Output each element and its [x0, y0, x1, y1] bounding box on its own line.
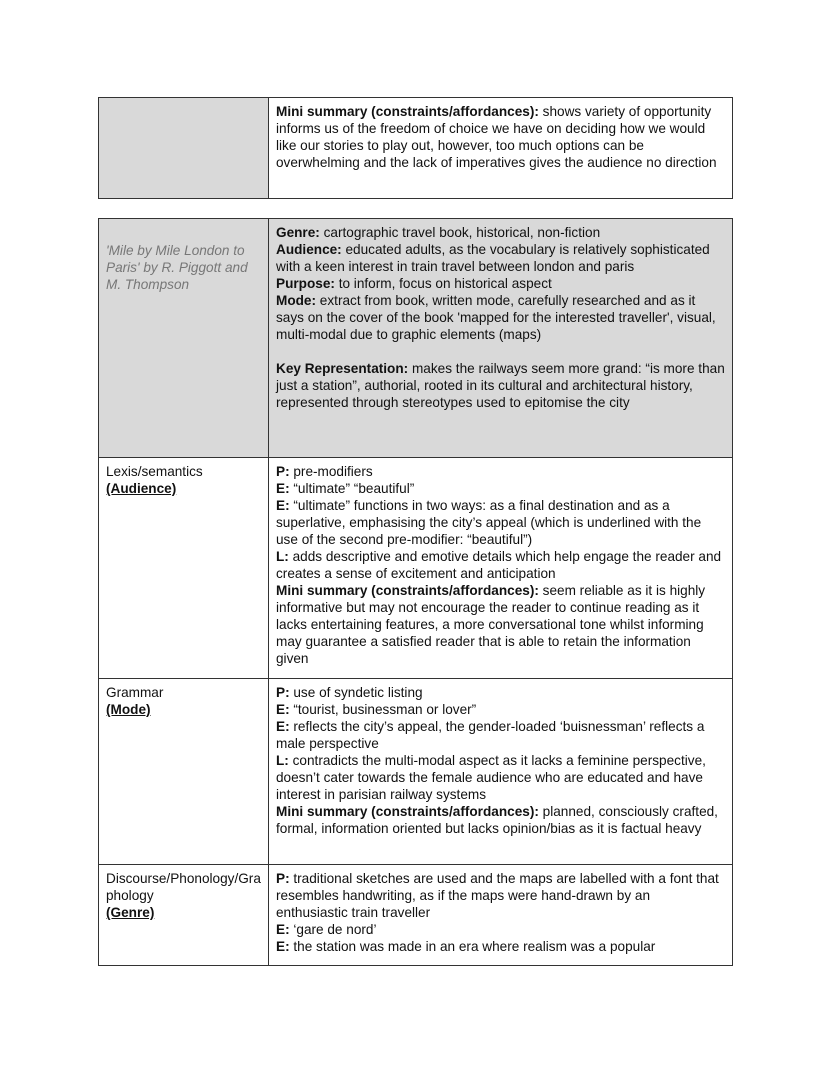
key-representation-line [276, 360, 725, 411]
e-line [276, 497, 725, 548]
genre-text: cartographic travel book, historical, non-fiction [319, 225, 601, 240]
e-label: E: [276, 481, 290, 496]
e-text: “tourist, businessman or lover” [289, 702, 477, 717]
table-row [99, 458, 733, 679]
table-row [99, 219, 733, 458]
purpose-text: to inform, focus on historical aspect [334, 276, 552, 291]
e-label: E: [276, 719, 290, 734]
grammar-label-cell [99, 679, 269, 865]
p-label: P: [276, 464, 290, 479]
p-line [276, 463, 725, 480]
p-line [276, 870, 725, 921]
summary-table [98, 97, 733, 199]
source-title: 'Mile by Mile London to Paris' by R. Piggott and M. Thompson [106, 243, 248, 292]
e-line [276, 701, 725, 718]
row-label: Grammar [106, 685, 164, 700]
e-text: ‘gare de nord’ [289, 922, 377, 937]
row-category: (Mode) [106, 702, 151, 717]
grammar-content-cell [269, 679, 733, 865]
l-line [276, 548, 725, 582]
summary-label: Mini summary (constraints/affordances): [276, 804, 539, 819]
audience-line [276, 241, 725, 275]
purpose-label: Purpose: [276, 276, 335, 291]
e-label: E: [276, 702, 290, 717]
table-row [99, 679, 733, 865]
e-text: reflects the city’s appeal, the gender-loaded ‘buisnessman’ reflects a male perspective [276, 719, 705, 751]
summary-line [276, 803, 725, 837]
e-text: “ultimate” functions in two ways: as a final destination and as a superlative, emphasising the city’s appeal (which is underlined with the use of the second pre-modifier: “beautiful”) [276, 498, 702, 547]
e-label: E: [276, 922, 290, 937]
p-line [276, 684, 725, 701]
summary-label: Mini summary (constraints/affordances): [276, 104, 539, 119]
purpose-line [276, 275, 725, 292]
e-line [276, 718, 725, 752]
summary-text: shows variety of opportunity informs us of the freedom of choice we have on deciding how we would like our stories to play out, however, too much options can be overwhelming and the lack of imperatives gives the audience no direction [276, 104, 717, 170]
row-label: Lexis/semantics [106, 464, 203, 479]
summary-line [276, 582, 725, 667]
e-text: the station was made in an era where realism was a popular [289, 939, 656, 954]
context-cell [269, 219, 733, 458]
summary-text: seem reliable as it is highly informative but may not encourage the reader to continue reading as it lacks entertaining features, a more conversational tone whilst informing may guarantee a satisfied reader that is able to retain the information given [276, 583, 706, 666]
e-line [276, 938, 725, 955]
p-text: use of syndetic listing [289, 685, 423, 700]
table-row [99, 98, 733, 199]
summary-label: Mini summary (constraints/affordances): [276, 583, 539, 598]
l-text: contradicts the multi-modal aspect as it lacks a feminine perspective, doesn’t cater towards the female audience who are educated and have interest in parisian railway systems [276, 753, 706, 802]
audience-label: Audience: [276, 242, 342, 257]
p-label: P: [276, 685, 290, 700]
e-label: E: [276, 939, 290, 954]
row-category: (Audience) [106, 481, 177, 496]
e-label: E: [276, 498, 290, 513]
empty-label-cell [99, 98, 269, 199]
row-category: (Genre) [106, 905, 155, 920]
spacer [276, 343, 725, 360]
mode-line [276, 292, 725, 343]
genre-label: Genre: [276, 225, 320, 240]
l-text: adds descriptive and emotive details which help engage the reader and creates a sense of excitement and anticipation [276, 549, 722, 581]
lexis-content-cell [269, 458, 733, 679]
p-label: P: [276, 871, 290, 886]
audience-text: educated adults, as the vocabulary is relatively sophisticated with a keen interest in train travel between london and paris [276, 242, 710, 274]
genre-line [276, 224, 725, 241]
row-label: Discourse/Phonology/Graphology [106, 871, 261, 903]
e-text: “ultimate” “beautiful” [289, 481, 415, 496]
mode-text: extract from book, written mode, carefully researched and as it says on the cover of the book 'mapped for the interested traveller', visual, multi-modal due to graphic elements (maps) [276, 293, 716, 342]
discourse-content-cell [269, 865, 733, 966]
discourse-label-cell [99, 865, 269, 966]
e-line [276, 921, 725, 938]
l-label: L: [276, 753, 289, 768]
e-line [276, 480, 725, 497]
summary-cell [269, 98, 733, 199]
l-label: L: [276, 549, 289, 564]
l-line [276, 752, 725, 803]
key-representation-text: makes the railways seem more grand: “is more than just a station”, authorial, rooted in its cultural and architectural history, represented through stereotypes used to epitomise the city [276, 361, 725, 410]
analysis-table [98, 218, 733, 966]
key-representation-label: Key Representation: [276, 361, 409, 376]
source-cell [99, 219, 269, 458]
lexis-label-cell [99, 458, 269, 679]
table-row [99, 865, 733, 966]
mode-label: Mode: [276, 293, 317, 308]
p-text: traditional sketches are used and the maps are labelled with a font that resembles handwriting, as if the maps were hand-drawn by an enthusiastic train traveller [276, 871, 719, 920]
p-text: pre-modifiers [289, 464, 373, 479]
summary-text: planned, consciously crafted, formal, information oriented but lacks opinion/bias as it is factual heavy [276, 804, 718, 836]
